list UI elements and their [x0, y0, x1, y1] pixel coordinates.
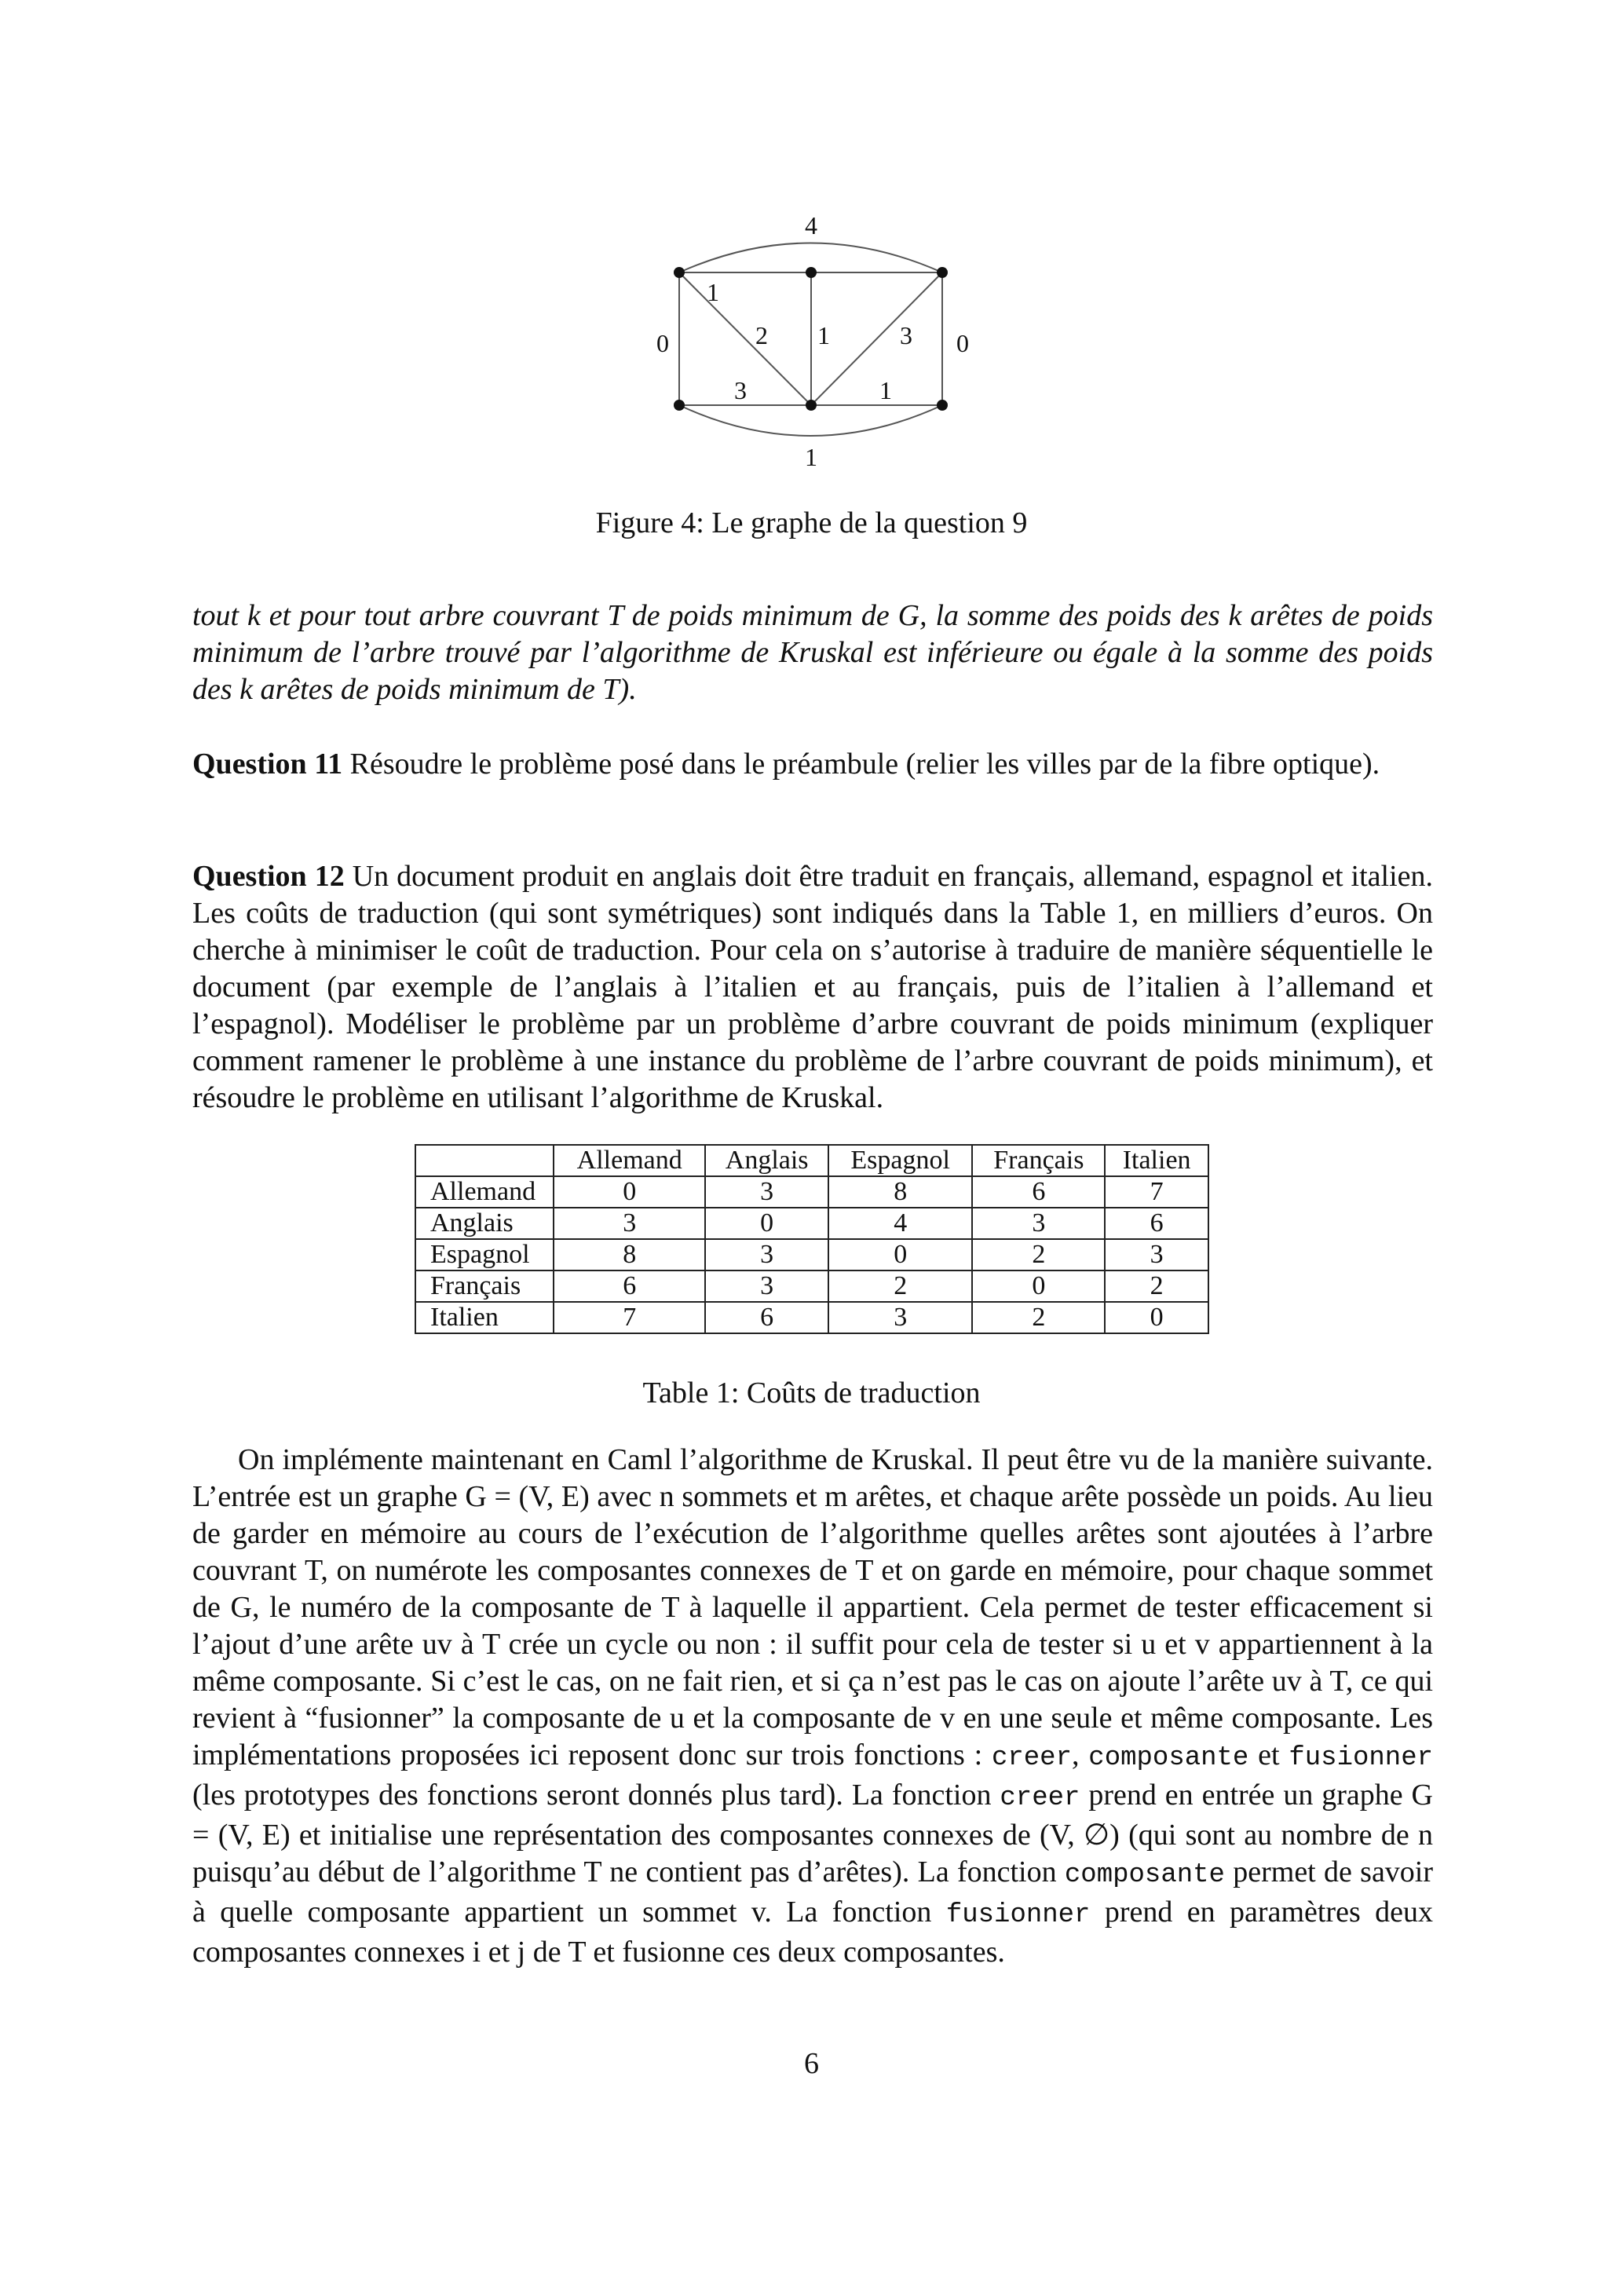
- kruskal-text-4: permet de savoir à quelle composante appartient un sommet v. La fonction: [192, 1855, 1434, 1929]
- node-top-right: [937, 267, 948, 278]
- table-row: [415, 1270, 1208, 1302]
- row-header: Allemand: [415, 1176, 554, 1208]
- kruskal-text-5: prend en paramètres deux composantes connexes i et j de T et fusionne ces deux composantes.: [192, 1896, 1434, 1969]
- kruskal-text-3: prend en entrée un graphe G = (V, E) et initialise une représentation des composantes connexes de (V, ∅) (qui sont au nombre de n puisqu’au début de l’algorithme T ne contient pas d’arêtes). La fonction: [192, 1779, 1433, 1888]
- question-11-label: Question 11: [192, 748, 343, 781]
- col-header: Français: [972, 1145, 1105, 1176]
- table-cell: 0: [554, 1176, 705, 1208]
- fn-composante-code-2: composante: [1064, 1860, 1225, 1890]
- node-bottom-mid: [806, 400, 817, 411]
- question-11-body: Résoudre le problème posé dans le préambule (relier les villes par de la fibre optique).: [349, 748, 1380, 781]
- table-cell: 3: [705, 1270, 828, 1302]
- table-row: [415, 1208, 1208, 1239]
- weight-arc-bottom: 1: [805, 443, 817, 471]
- table-cell: 2: [828, 1270, 973, 1302]
- row-header: Anglais: [415, 1208, 554, 1239]
- node-top-mid: [806, 267, 817, 278]
- separator-et: et: [1258, 1738, 1280, 1771]
- table-cell: 6: [1105, 1208, 1208, 1239]
- weight-diag-left: 2: [755, 321, 768, 349]
- question-11: [192, 746, 1433, 783]
- table-cell: 8: [828, 1176, 973, 1208]
- table-cell: 3: [1105, 1239, 1208, 1270]
- table-cell: 2: [972, 1239, 1105, 1270]
- node-bottom-right: [937, 400, 948, 411]
- kruskal-paragraph: [192, 1442, 1433, 1971]
- fn-creer-code-2: creer: [1000, 1783, 1080, 1813]
- weight-arc-top: 4: [805, 211, 817, 239]
- row-header: Français: [415, 1270, 554, 1302]
- table-cell: 0: [1105, 1302, 1208, 1333]
- fn-creer-code: creer: [991, 1743, 1072, 1773]
- table-cell: 3: [828, 1302, 973, 1333]
- weight-left-side: 0: [656, 329, 669, 357]
- figure-caption: Figure 4: Le graphe de la question 9: [595, 506, 1028, 539]
- table-cell: 8: [554, 1239, 705, 1270]
- weight-top-left-mid: 1: [707, 278, 719, 306]
- table-cell: 6: [554, 1270, 705, 1302]
- separator-comma: ,: [1072, 1738, 1080, 1771]
- weight-vertical-mid: 1: [817, 321, 830, 349]
- table-cell: 0: [705, 1208, 828, 1239]
- table-cell: 6: [972, 1176, 1105, 1208]
- kruskal-text-1: On implémente maintenant en Caml l’algorithme de Kruskal. Il peut être vu de la manière suivante. L’entrée est un graphe G = (V, E) avec n sommets et m arêtes, et chaque arête possède un poids. Au lieu de garder en mémoire au cours de l’exécution de l’algorithme quelles arêtes sont ajoutées à l’arbre couvrant T, on numérote les composantes connexes de T et on garde en mémoire, pour chaque sommet de G, le numéro de la composante de T à laquelle il appartient. Cela permet de tester efficacement si l’ajout d’une arête uv à T crée un cycle ou non : il suffit pour cela de tester si u et v appartiennent à la même composante. Si c’est le cas, on ne fait rien, et si ça n’est pas le cas on ajoute l’arête uv à T, ce qui revient à “fusionner” la composante de u et la composante de v en une seule et même composante. Les implémentations proposées ici reposent donc sur trois fonctions :: [192, 1443, 1433, 1771]
- table-row: [415, 1176, 1208, 1208]
- table-cell: 4: [828, 1208, 973, 1239]
- page-number: 6: [804, 2047, 819, 2080]
- fn-fusionner-code-2: fusionner: [945, 1900, 1091, 1930]
- table-cell: 7: [554, 1302, 705, 1333]
- node-top-left: [674, 267, 685, 278]
- col-header: Italien: [1105, 1145, 1208, 1176]
- weight-bottom-right: 1: [879, 376, 892, 404]
- weight-diag-right: 3: [900, 321, 912, 349]
- table-cell: 3: [705, 1176, 828, 1208]
- table-caption: Table 1: Coûts de traduction: [642, 1377, 981, 1409]
- edge-diag-right: [811, 272, 942, 405]
- table-cell: 3: [972, 1208, 1105, 1239]
- translation-cost-table: [415, 1144, 1209, 1334]
- row-header: Italien: [415, 1302, 554, 1333]
- fn-composante-code: composante: [1088, 1743, 1249, 1773]
- table-header-row: [415, 1145, 1208, 1176]
- table-cell: 0: [972, 1270, 1105, 1302]
- table-cell: 6: [705, 1302, 828, 1333]
- table-row: [415, 1239, 1208, 1270]
- table-corner: [415, 1145, 554, 1176]
- question-12-body: Un document produit en anglais doit être traduit en français, allemand, espagnol et italien. Les coûts de traduction (qui sont symétriques) sont indiqués dans la Table 1, en milliers d’euros. On cherche à minimiser le coût de traduction. Pour cela on s’autorise à traduire de manière séquentielle le document (par exemple de l’anglais à l’italien et au français, puis de l’italien à l’allemand et l’espagnol). Modéliser le problème par un problème d’arbre couvrant de poids minimum (expliquer comment ramener le problème à une instance du problème de l’arbre couvrant de poids minimum), et résoudre le problème en utilisant l’algorithme de Kruskal.: [192, 860, 1433, 1114]
- question-12: [192, 858, 1433, 1117]
- col-header: Espagnol: [828, 1145, 973, 1176]
- table-row: [415, 1302, 1208, 1333]
- kruskal-text-2: (les prototypes des fonctions seront donnés plus tard). La fonction: [192, 1779, 992, 1812]
- node-bottom-left: [674, 400, 685, 411]
- graph-figure: [0, 0, 1623, 503]
- table-cell: 2: [1105, 1270, 1208, 1302]
- table-cell: 0: [828, 1239, 973, 1270]
- col-header: Allemand: [554, 1145, 705, 1176]
- weight-right-side: 0: [956, 329, 969, 357]
- table-cell: 3: [705, 1239, 828, 1270]
- table-cell: 7: [1105, 1176, 1208, 1208]
- table-cell: 2: [972, 1302, 1105, 1333]
- fn-fusionner-code: fusionner: [1289, 1743, 1434, 1773]
- table-cell: 3: [554, 1208, 705, 1239]
- weight-bottom-left: 3: [734, 376, 747, 404]
- continuation-paragraph: tout k et pour tout arbre couvrant T de poids minimum de G, la somme des poids des k arêtes de poids minimum de l’arbre trouvé par l’algorithme de Kruskal est inférieure ou égale à la somme des poids des k arêtes de poids minimum de T).: [192, 599, 1433, 706]
- question-12-label: Question 12: [192, 860, 345, 893]
- row-header: Espagnol: [415, 1239, 554, 1270]
- col-header: Anglais: [705, 1145, 828, 1176]
